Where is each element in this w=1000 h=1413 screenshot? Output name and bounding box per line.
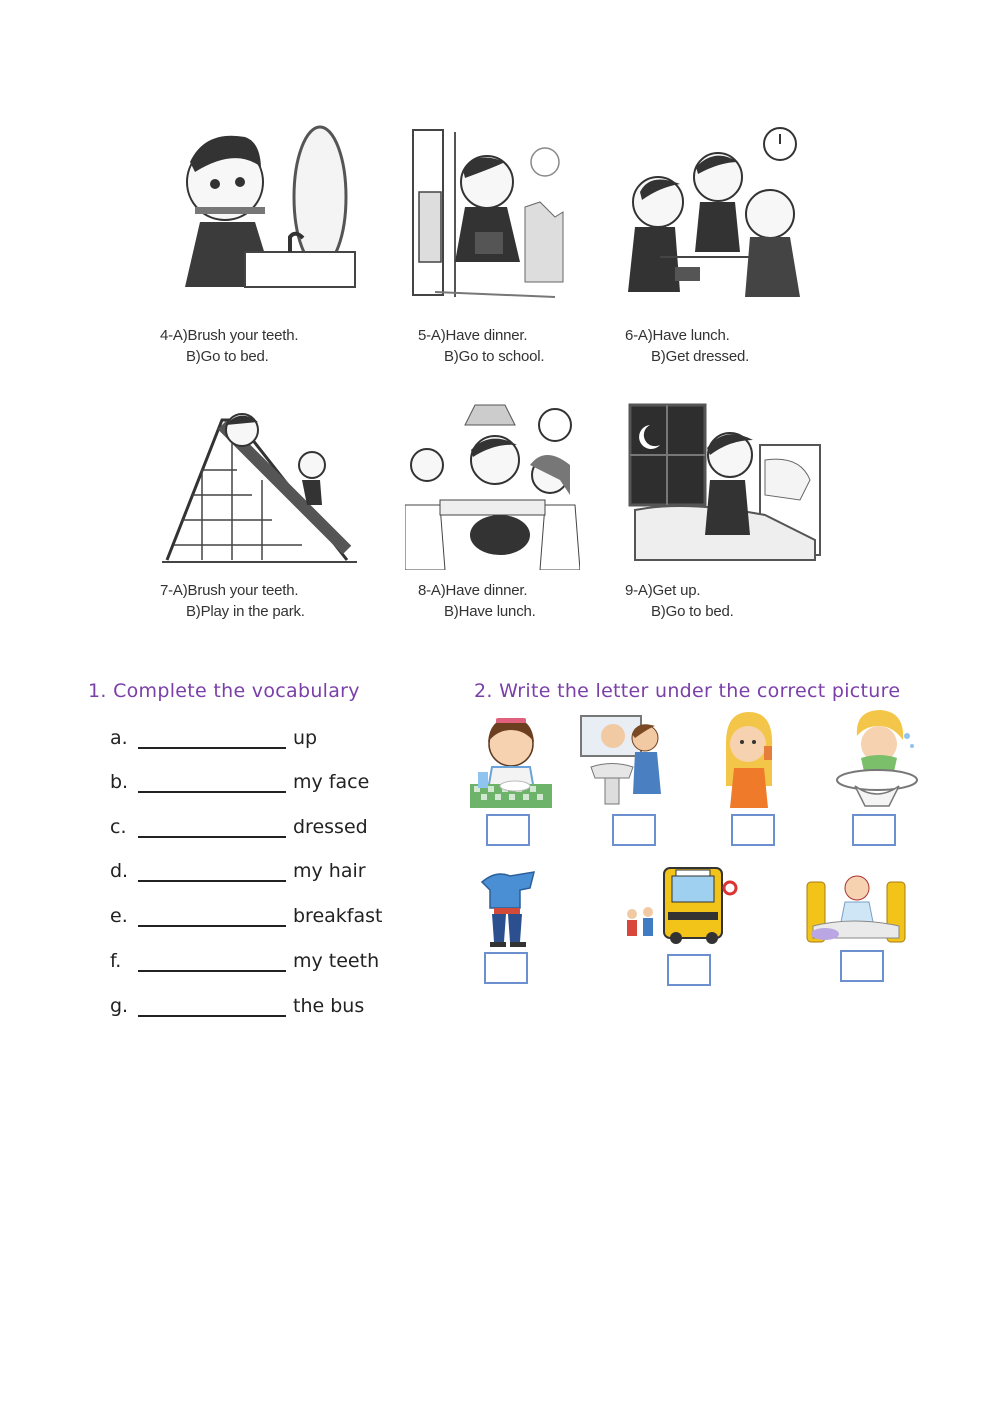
- item-letter: b.: [110, 771, 129, 793]
- caption-picture-5: [418, 325, 544, 367]
- answer-box-picture-7[interactable]: [840, 950, 884, 982]
- answer-box-picture-1[interactable]: [486, 814, 530, 846]
- answer-blank[interactable]: [138, 880, 286, 882]
- item-letter: c.: [110, 816, 127, 838]
- girl-eating-breakfast-icon: [470, 712, 552, 810]
- answer-blank[interactable]: [138, 791, 286, 793]
- girl-washing-face-icon: [835, 706, 919, 808]
- item-letter: a.: [110, 727, 128, 749]
- boy-going-to-bed-icon: [625, 400, 825, 570]
- boy-waking-up-icon: [803, 866, 907, 946]
- answer-blank[interactable]: [138, 1015, 286, 1017]
- option-b-text: B)Have lunch.: [444, 603, 536, 620]
- answer-box-picture-5[interactable]: [484, 952, 528, 984]
- school-bus-icon: [622, 862, 740, 946]
- option-a-text: 7-A)Brush your teeth.: [160, 582, 299, 599]
- item-letter: e.: [110, 905, 128, 927]
- family-having-dinner-icon: [405, 395, 580, 570]
- option-b-text: B)Go to school.: [444, 348, 545, 365]
- boy-brushing-teeth-icon: [165, 112, 360, 292]
- item-word: dressed: [293, 816, 368, 838]
- item-letter: d.: [110, 860, 129, 882]
- option-a-text: 8-A)Have dinner.: [418, 582, 528, 599]
- girl-combing-hair-icon: [718, 708, 780, 812]
- item-word: my teeth: [293, 950, 380, 972]
- boys-eating-lunch-icon: [620, 122, 815, 302]
- item-letter: f.: [110, 950, 122, 972]
- exercise-1-title: 1. Complete the vocabulary: [88, 680, 360, 702]
- answer-blank[interactable]: [138, 970, 286, 972]
- item-letter: g.: [110, 995, 129, 1017]
- caption-picture-7: [160, 580, 305, 622]
- exercise-2-title: 2. Write the letter under the correct picture: [474, 680, 901, 702]
- option-b-text: B)Go to bed.: [186, 348, 269, 365]
- item-word: up: [293, 727, 318, 749]
- answer-blank[interactable]: [138, 925, 286, 927]
- boy-going-to-school-icon: [405, 122, 565, 300]
- answer-box-picture-3[interactable]: [731, 814, 775, 846]
- option-a-text: 6-A)Have lunch.: [625, 327, 730, 344]
- answer-box-picture-2[interactable]: [612, 814, 656, 846]
- caption-picture-8: [418, 580, 536, 622]
- item-word: my face: [293, 771, 370, 793]
- answer-box-picture-4[interactable]: [852, 814, 896, 846]
- option-b-text: B)Get dressed.: [651, 348, 750, 365]
- item-word: my hair: [293, 860, 366, 882]
- caption-picture-6: [625, 325, 749, 367]
- caption-picture-4: [160, 325, 298, 367]
- answer-blank[interactable]: [138, 747, 286, 749]
- boy-on-slide-icon: [162, 400, 357, 570]
- answer-blank[interactable]: [138, 836, 286, 838]
- answer-box-picture-6[interactable]: [667, 954, 711, 986]
- boy-getting-dressed-icon: [476, 868, 538, 948]
- caption-picture-9: [625, 580, 734, 622]
- item-word: the bus: [293, 995, 365, 1017]
- option-a-text: 5-A)Have dinner.: [418, 327, 528, 344]
- item-word: breakfast: [293, 905, 383, 927]
- option-b-text: B)Play in the park.: [186, 603, 305, 620]
- option-a-text: 4-A)Brush your teeth.: [160, 327, 299, 344]
- option-a-text: 9-A)Get up.: [625, 582, 701, 599]
- option-b-text: B)Go to bed.: [651, 603, 734, 620]
- boy-brushing-teeth-mirror-icon: [577, 712, 669, 812]
